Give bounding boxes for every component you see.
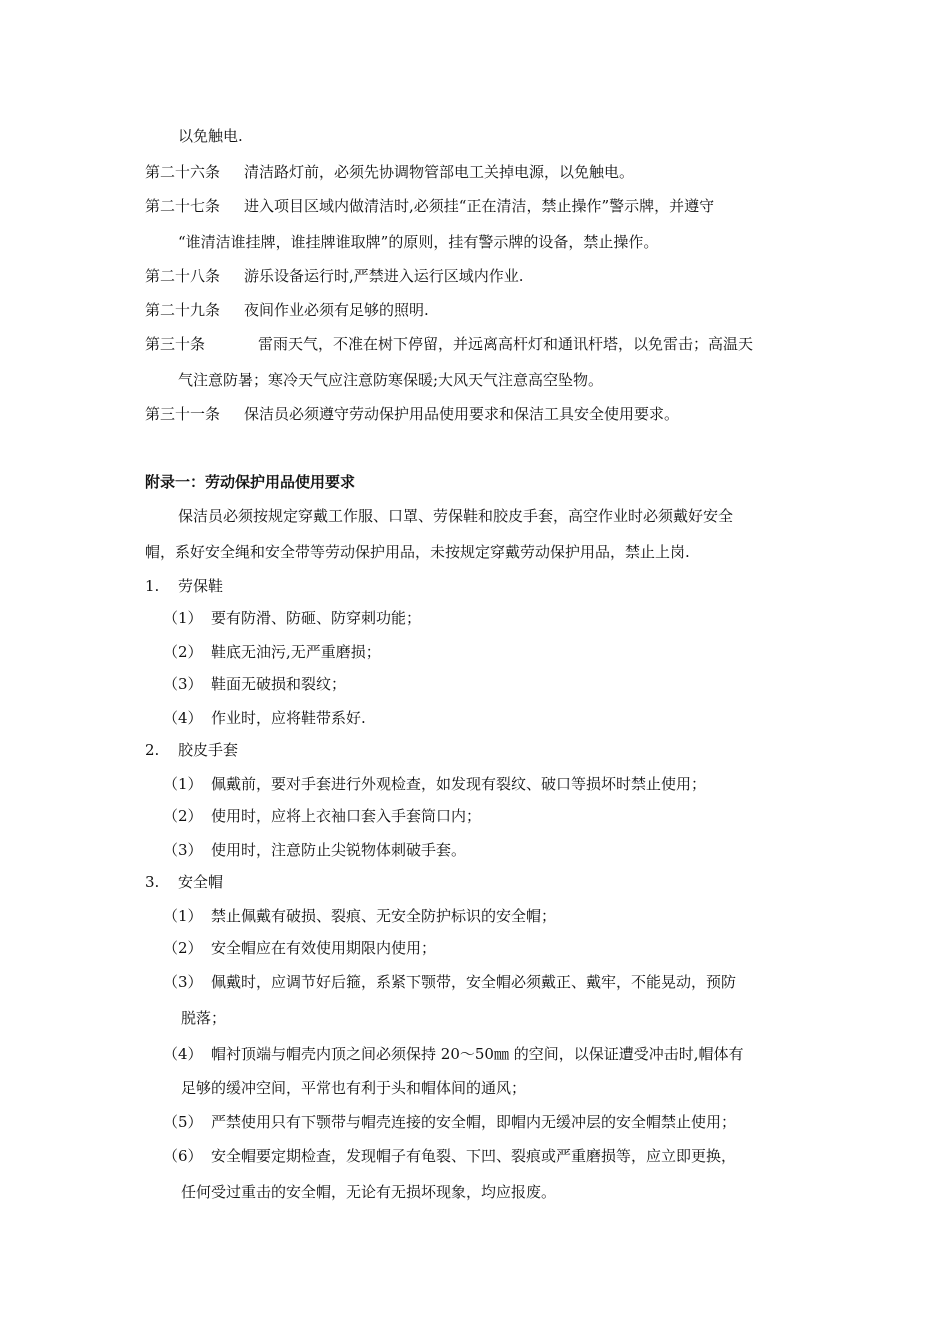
item-number: （4）	[163, 709, 203, 727]
item-text: 佩戴前，要对手套进行外观检查，如发现有裂纹、破口等损坏时禁止使用；	[211, 775, 707, 793]
article-text: 以免触电.	[178, 127, 243, 145]
article-text: “谁清洁谁挂牌，谁挂牌谁取牌”的原则，挂有警示牌的设备，禁止操作。	[178, 233, 659, 251]
item-text: 使用时，应将上衣袖口套入手套筒口内；	[211, 807, 482, 825]
article-label: 第二十七条	[145, 197, 221, 215]
item-text: 鞋面无破损和裂纹；	[211, 675, 347, 693]
item-number: （5）	[163, 1113, 203, 1131]
item-number: （2）	[163, 807, 203, 825]
item-number: （4）	[163, 1045, 203, 1063]
item-number: （1）	[163, 907, 203, 925]
item-text: 佩戴时，应调节好后箍，系紧下颚带，安全帽必须戴正、戴牢，不能晃动，预防	[211, 973, 737, 991]
article-label: 第三十一条	[145, 405, 221, 423]
item-number: （1）	[163, 609, 203, 627]
item-text: 任何受过重击的安全帽，无论有无损坏现象，均应报废。	[181, 1183, 557, 1201]
item-text: 足够的缓冲空间，平常也有利于头和帽体间的通风；	[181, 1079, 527, 1097]
item-text: 安全帽应在有效使用期限内使用；	[211, 939, 437, 957]
item-text: 要有防滑、防砸、防穿刺功能；	[211, 609, 422, 627]
item-text: 严禁使用只有下颚带与帽壳连接的安全帽，即帽内无缓冲层的安全帽禁止使用；	[211, 1113, 737, 1131]
item-text: 帽衬顶端与帽壳内顶之间必须保持 20～50㎜ 的空间，以保证遭受冲击时,帽体有	[211, 1045, 744, 1063]
item-number: （6）	[163, 1147, 203, 1165]
intro-text: 保洁员必须按规定穿戴工作服、口罩、劳保鞋和胶皮手套，高空作业时必须戴好安全	[178, 507, 734, 525]
item-number: （2）	[163, 939, 203, 957]
article-label: 第三十条	[145, 335, 206, 353]
item-text: 使用时，注意防止尖锐物体刺破手套。	[211, 841, 467, 859]
article-label: 第二十六条	[145, 163, 221, 181]
item-text: 脱落；	[181, 1009, 227, 1027]
appendix-title-text: 附录一：劳动保护用品使用要求	[145, 473, 356, 491]
section-title: 胶皮手套	[178, 741, 239, 759]
item-number: （1）	[163, 775, 203, 793]
item-text: 安全帽要定期检查，发现帽子有龟裂、下凹、裂痕或严重磨损等，应立即更换，	[211, 1147, 737, 1165]
section-number: 2.	[145, 741, 160, 759]
item-text: 禁止佩戴有破损、裂痕、无安全防护标识的安全帽；	[211, 907, 557, 925]
item-number: （3）	[163, 841, 203, 859]
item-number: （2）	[163, 643, 203, 661]
article-text: 气注意防暑；寒冷天气应注意防寒保暖;大风天气注意高空坠物。	[178, 371, 604, 389]
article-text: 夜间作业必须有足够的照明.	[244, 301, 429, 319]
section-number: 1.	[145, 577, 160, 595]
article-text: 保洁员必须遵守劳动保护用品使用要求和保洁工具安全使用要求。	[244, 405, 680, 423]
section-title: 安全帽	[178, 873, 224, 891]
article-text: 清洁路灯前，必须先协调物管部电工关掉电源，以免触电。	[244, 163, 635, 181]
intro-text: 帽，系好安全绳和安全带等劳动保护用品，未按规定穿戴劳动保护用品，禁止上岗.	[145, 543, 690, 561]
article-label: 第二十八条	[145, 267, 221, 285]
article-label: 第二十九条	[145, 301, 221, 319]
article-text: 进入项目区域内做清洁时,必须挂“正在清洁，禁止操作”警示牌，并遵守	[244, 197, 715, 215]
item-text: 作业时，应将鞋带系好.	[211, 709, 366, 727]
article-text: 雷雨天气，不准在树下停留，并远离高杆灯和通讯杆塔，以免雷击；高温天	[258, 335, 754, 353]
section-title: 劳保鞋	[178, 577, 224, 595]
section-number: 3.	[145, 873, 160, 891]
item-number: （3）	[163, 675, 203, 693]
article-text: 游乐设备运行时,严禁进入运行区域内作业.	[244, 267, 524, 285]
item-number: （3）	[163, 973, 203, 991]
item-text: 鞋底无油污,无严重磨损；	[211, 643, 381, 661]
